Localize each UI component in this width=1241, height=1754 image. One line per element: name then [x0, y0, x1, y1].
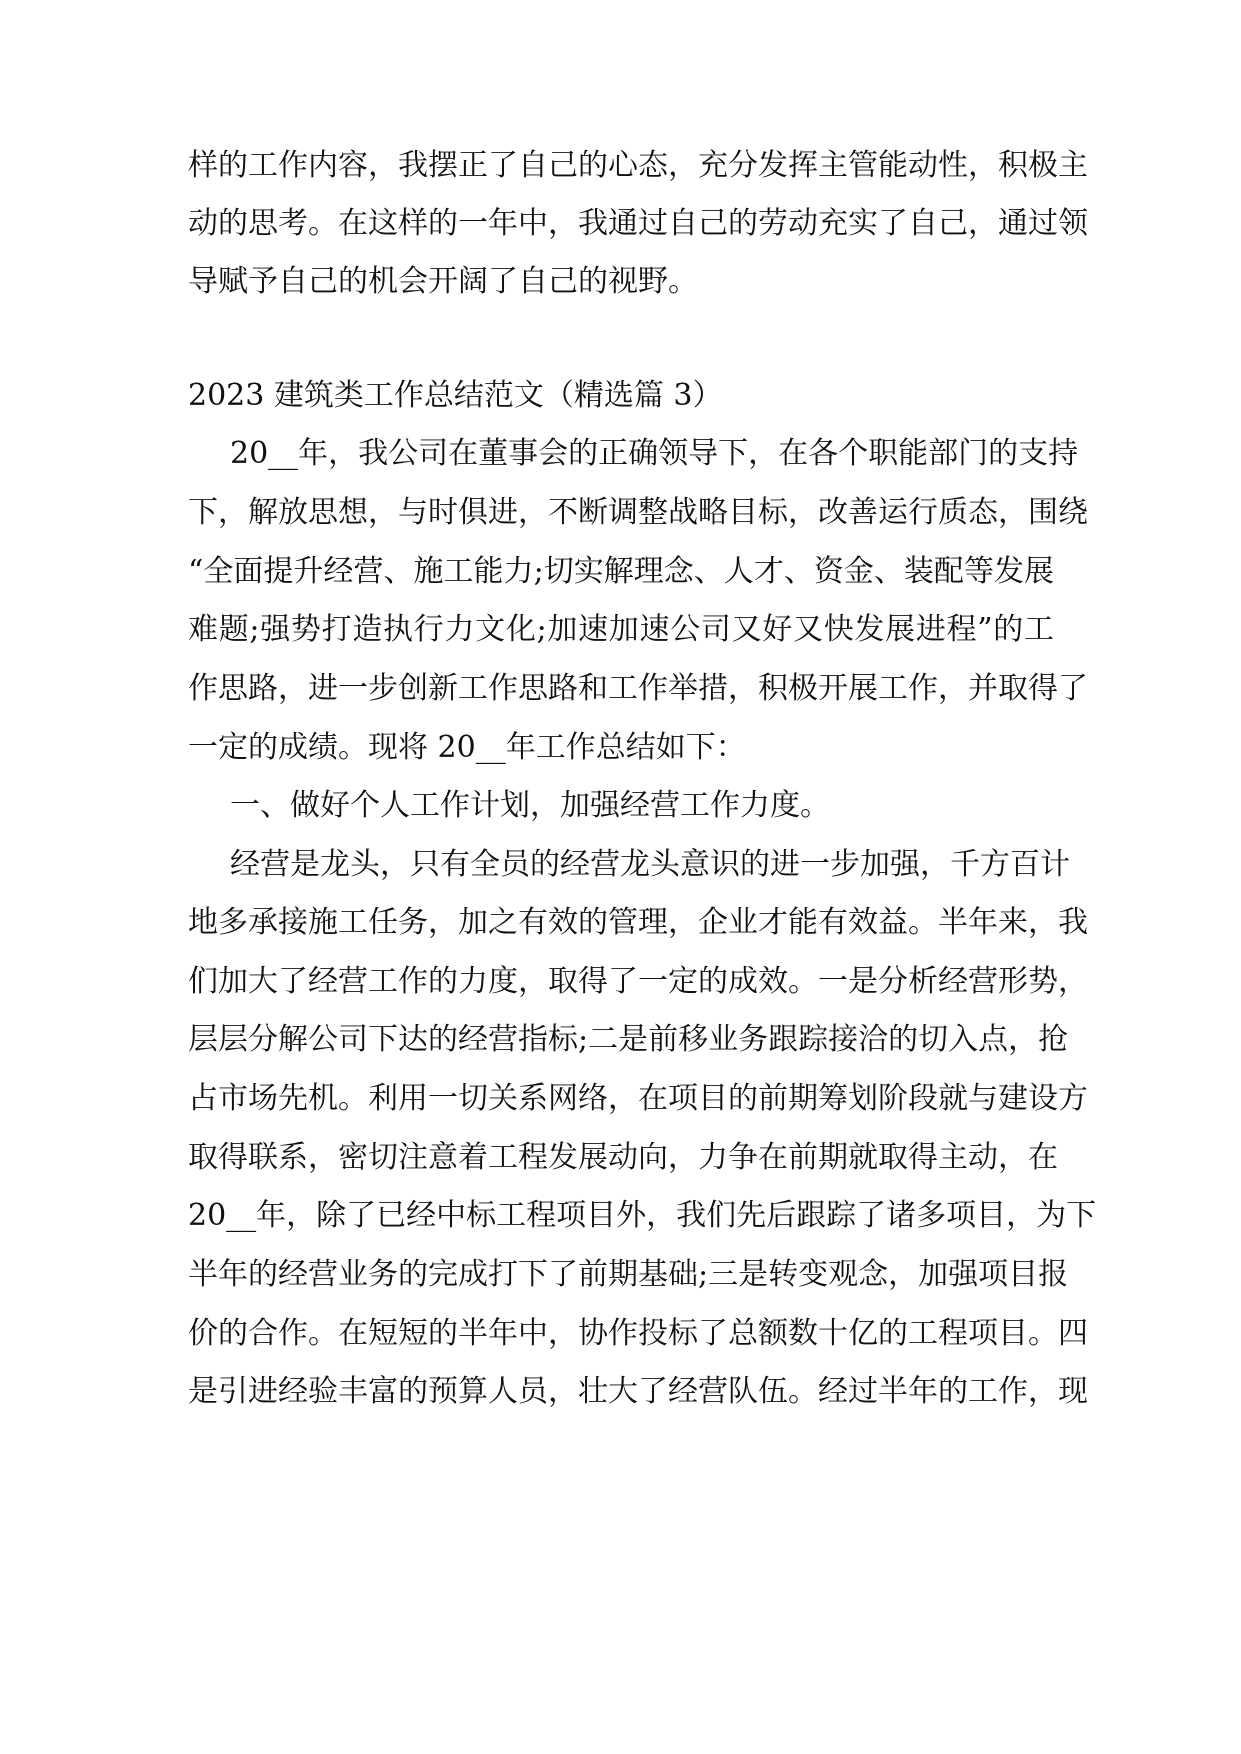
paragraph-line: 层层分解公司下达的经营指标;二是前移业务跟踪接洽的切入点，抢 — [188, 1022, 1069, 1057]
paragraph-line: 价的合作。在短短的半年中，协作投标了总额数十亿的工程项目。四 — [188, 1316, 1088, 1351]
section-title: 2023 建筑类工作总结范文（精选篇 3） — [188, 378, 723, 413]
paragraph-line: 动的思考。在这样的一年中，我通过自己的劳动充实了自己，通过领 — [188, 206, 1088, 241]
paragraph-line: 一定的成绩。现将 20__年工作总结如下： — [188, 730, 746, 765]
paragraph-line: 下，解放思想，与时俱进，不断调整战略目标，改善运行质态，围绕 — [188, 495, 1088, 530]
paragraph-line: 是引进经验丰富的预算人员，壮大了经营队伍。经过半年的工作，现 — [188, 1374, 1088, 1409]
paragraph-line: 取得联系，密切注意着工程发展动向，力争在前期就取得主动，在 — [188, 1140, 1058, 1175]
paragraph-line: 作思路，进一步创新工作思路和工作举措，积极开展工作，并取得了 — [188, 671, 1088, 706]
paragraph-line: 20__年，我公司在董事会的正确领导下，在各个职能部门的支持 — [230, 436, 1079, 471]
paragraph-line: 20__年，除了已经中标工程项目外，我们先后跟踪了诸多项目，为下 — [188, 1198, 1097, 1233]
document-body — [188, 0, 1097, 1754]
paragraph-line: “全面提升经营、施工能力;切实解理念、人才、资金、装配等发展 — [188, 554, 1054, 589]
paragraph-line: 占市场先机。利用一切关系网络，在项目的前期筹划阶段就与建设方 — [188, 1081, 1088, 1116]
paragraph-line: 地多承接施工任务，加之有效的管理，企业才能有效益。半年来，我 — [188, 905, 1088, 940]
paragraph-line: 半年的经营业务的完成打下了前期基础;三是转变观念，加强项目报 — [188, 1257, 1069, 1292]
section-heading: 一、做好个人工作计划，加强经营工作力度。 — [230, 788, 830, 823]
paragraph-line: 导赋予自己的机会开阔了自己的视野。 — [188, 264, 698, 299]
paragraph-line: 样的工作内容，我摆正了自己的心态，充分发挥主管能动性，积极主 — [188, 148, 1088, 183]
paragraph-line: 们加大了经营工作的力度，取得了一定的成效。一是分析经营形势， — [188, 964, 1088, 999]
paragraph-line: 经营是龙头，只有全员的经营龙头意识的进一步加强，千方百计 — [230, 847, 1070, 882]
paragraph-line: 难题;强势打造执行力文化;加速加速公司又好又快发展进程”的工 — [188, 612, 1054, 647]
